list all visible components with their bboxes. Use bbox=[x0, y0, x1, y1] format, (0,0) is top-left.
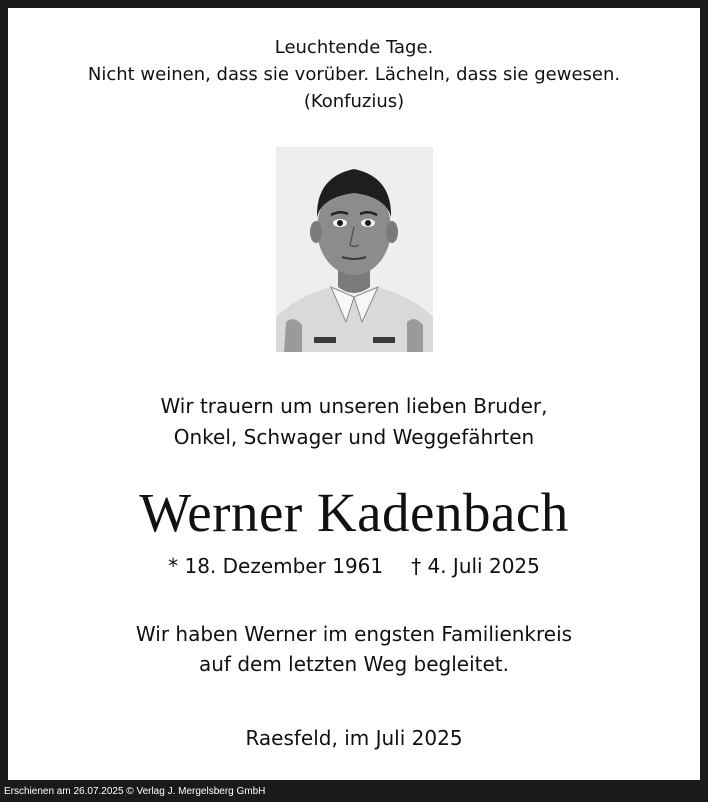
obituary-notice bbox=[8, 8, 700, 780]
quote-line-2: Nicht weinen, dass sie vorüber. Lächeln, dass sie gewesen. bbox=[87, 64, 621, 85]
birth-date: * 18. Dezember 1961 bbox=[168, 554, 384, 578]
message-line-1: Wir haben Werner im engsten Familienkreis bbox=[135, 622, 573, 646]
intro-line-2: Onkel, Schwager und Weggefährten bbox=[173, 425, 535, 449]
quote-line-1: Leuchtende Tage. bbox=[274, 37, 434, 58]
intro-line-1: Wir trauern um unseren lieben Bruder, bbox=[160, 394, 548, 418]
quote-author: (Konfuzius) bbox=[303, 91, 405, 112]
life-dates bbox=[8, 551, 700, 581]
portrait-icon bbox=[276, 147, 433, 352]
publication-footer: Erschienen am 26.07.2025 © Verlag J. Mergelsberg GmbH bbox=[4, 786, 266, 797]
place-and-date: Raesfeld, im Juli 2025 bbox=[245, 726, 463, 750]
message-line-2: auf dem letzten Weg begleitet. bbox=[199, 652, 509, 676]
family-message bbox=[8, 619, 700, 679]
death-date: † 4. Juli 2025 bbox=[411, 554, 540, 578]
portrait-photo bbox=[276, 147, 433, 352]
intro-text bbox=[8, 391, 700, 453]
deceased-name: Werner Kadenbach bbox=[139, 482, 569, 543]
quote-block bbox=[8, 34, 700, 115]
